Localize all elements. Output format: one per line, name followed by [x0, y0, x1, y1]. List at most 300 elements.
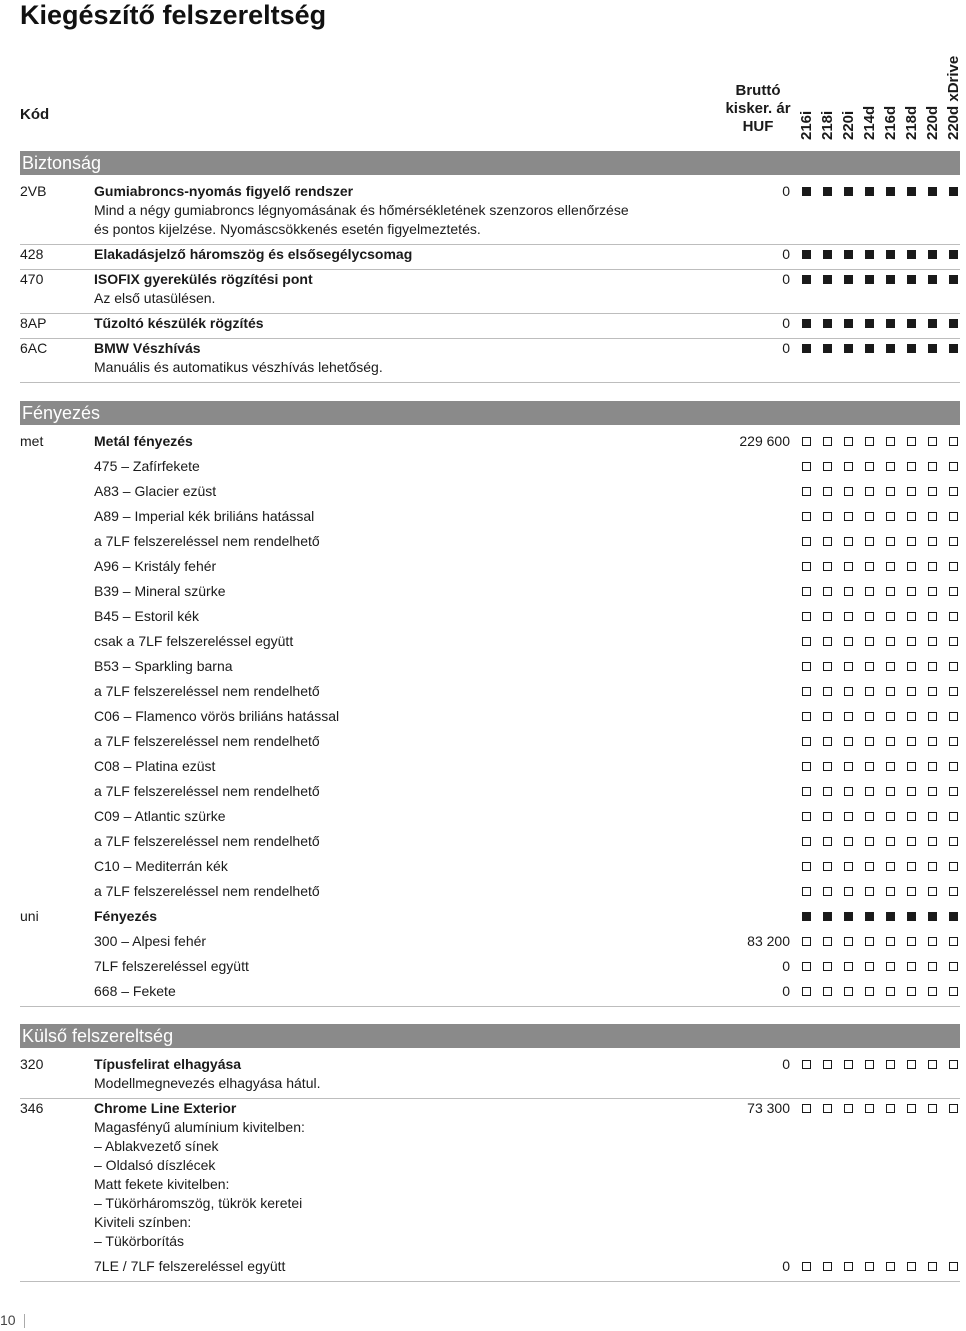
- standard-equipment-mark: [865, 187, 874, 196]
- availability-marks: [802, 937, 962, 947]
- optional-equipment-mark: [907, 812, 916, 821]
- optional-equipment-mark: [949, 737, 958, 746]
- optional-equipment-mark: [949, 487, 958, 496]
- optional-equipment-mark: [886, 512, 895, 521]
- option-code: 346: [20, 1100, 44, 1116]
- optional-equipment-mark: [802, 612, 811, 621]
- standard-equipment-mark: [886, 344, 895, 353]
- optional-equipment-mark: [907, 887, 916, 896]
- option-description: [94, 339, 694, 377]
- table-row: [20, 557, 960, 582]
- table-row: [20, 832, 960, 857]
- optional-equipment-mark: [844, 687, 853, 696]
- optional-equipment-mark: [802, 887, 811, 896]
- standard-equipment-mark: [907, 319, 916, 328]
- table-row: [20, 957, 960, 982]
- optional-equipment-mark: [844, 487, 853, 496]
- optional-equipment-mark: [886, 612, 895, 621]
- optional-equipment-mark: [802, 862, 811, 871]
- optional-equipment-mark: [928, 837, 937, 846]
- standard-equipment-mark: [844, 250, 853, 259]
- optional-equipment-mark: [802, 487, 811, 496]
- optional-equipment-mark: [886, 862, 895, 871]
- optional-equipment-mark: [802, 587, 811, 596]
- optional-equipment-mark: [865, 637, 874, 646]
- table-row: [20, 607, 960, 632]
- table-row: [20, 1055, 960, 1099]
- optional-equipment-mark: [949, 1104, 958, 1113]
- option-description: [94, 907, 694, 926]
- availability-marks: [802, 344, 962, 354]
- optional-equipment-mark: [823, 812, 832, 821]
- page-title: Kiegészítő felszereltség: [20, 0, 327, 30]
- availability-marks: [802, 512, 962, 522]
- optional-equipment-mark: [949, 512, 958, 521]
- option-description: [94, 182, 694, 239]
- option-detail: Manuális és automatikus vészhívás lehetőség.: [94, 359, 383, 375]
- availability-marks: [802, 687, 962, 697]
- availability-marks: [802, 737, 962, 747]
- optional-equipment-mark: [802, 937, 811, 946]
- optional-equipment-mark: [844, 712, 853, 721]
- availability-marks: [802, 1262, 962, 1272]
- option-title: Típusfelirat elhagyása: [94, 1056, 242, 1072]
- model-header-label: 214d: [861, 105, 878, 140]
- optional-equipment-mark: [844, 562, 853, 571]
- optional-equipment-mark: [907, 687, 916, 696]
- option-description: a 7LF felszereléssel nem rendelhető: [94, 533, 320, 549]
- optional-equipment-mark: [949, 612, 958, 621]
- optional-equipment-mark: [844, 637, 853, 646]
- optional-equipment-mark: [823, 562, 832, 571]
- optional-equipment-mark: [823, 1060, 832, 1069]
- option-price: 0: [782, 958, 790, 974]
- optional-equipment-mark: [928, 662, 937, 671]
- standard-equipment-mark: [844, 344, 853, 353]
- optional-equipment-mark: [844, 737, 853, 746]
- optional-equipment-mark: [907, 637, 916, 646]
- optional-equipment-mark: [844, 1060, 853, 1069]
- optional-equipment-mark: [844, 762, 853, 771]
- optional-equipment-mark: [823, 537, 832, 546]
- table-row: [20, 907, 960, 932]
- option-description: C06 – Flamenco vörös briliáns hatással: [94, 708, 340, 724]
- optional-equipment-mark: [886, 937, 895, 946]
- optional-equipment-mark: [844, 837, 853, 846]
- optional-equipment-mark: [865, 737, 874, 746]
- optional-equipment-mark: [886, 737, 895, 746]
- standard-equipment-mark: [865, 912, 874, 921]
- optional-equipment-mark: [823, 462, 832, 471]
- model-header-label: 216d: [882, 105, 899, 140]
- optional-equipment-mark: [949, 437, 958, 446]
- availability-marks: [802, 1104, 962, 1114]
- standard-equipment-mark: [823, 275, 832, 284]
- optional-equipment-mark: [907, 537, 916, 546]
- footer-divider: [24, 1314, 25, 1328]
- option-title: Metál fényezés: [94, 433, 193, 449]
- availability-marks: [802, 987, 962, 997]
- availability-marks: [802, 437, 962, 447]
- standard-equipment-mark: [949, 250, 958, 259]
- option-price: 0: [782, 271, 790, 287]
- option-code: uni: [20, 908, 39, 924]
- optional-equipment-mark: [886, 1262, 895, 1271]
- standard-equipment-mark: [802, 275, 811, 284]
- standard-equipment-mark: [928, 275, 937, 284]
- optional-equipment-mark: [865, 712, 874, 721]
- option-price: 0: [782, 983, 790, 999]
- optional-equipment-mark: [949, 862, 958, 871]
- optional-equipment-mark: [802, 737, 811, 746]
- availability-marks: [802, 319, 962, 329]
- option-detail: – Ablakvezető sínek: [94, 1138, 219, 1154]
- standard-equipment-mark: [844, 275, 853, 284]
- standard-equipment-mark: [928, 319, 937, 328]
- optional-equipment-mark: [886, 662, 895, 671]
- standard-equipment-mark: [907, 912, 916, 921]
- option-detail: Mind a négy gumiabroncs légnyomásának és hőmérsékletének szenzoros ellenőrzése: [94, 202, 629, 218]
- optional-equipment-mark: [907, 712, 916, 721]
- optional-equipment-mark: [907, 662, 916, 671]
- standard-equipment-mark: [823, 187, 832, 196]
- standard-equipment-mark: [823, 319, 832, 328]
- optional-equipment-mark: [802, 687, 811, 696]
- optional-equipment-mark: [802, 1104, 811, 1113]
- optional-equipment-mark: [907, 487, 916, 496]
- optional-equipment-mark: [844, 512, 853, 521]
- option-price: 0: [782, 1056, 790, 1072]
- optional-equipment-mark: [823, 437, 832, 446]
- optional-equipment-mark: [802, 787, 811, 796]
- optional-equipment-mark: [907, 512, 916, 521]
- optional-equipment-mark: [928, 537, 937, 546]
- availability-marks: [802, 637, 962, 647]
- option-title: Gumiabroncs-nyomás figyelő rendszer: [94, 183, 354, 199]
- option-description: 7LF felszereléssel együtt: [94, 958, 249, 974]
- optional-equipment-mark: [886, 462, 895, 471]
- optional-equipment-mark: [823, 587, 832, 596]
- option-description: A89 – Imperial kék briliáns hatással: [94, 508, 315, 524]
- option-price: 0: [782, 183, 790, 199]
- optional-equipment-mark: [823, 487, 832, 496]
- optional-equipment-mark: [949, 712, 958, 721]
- model-header-label: 220d xDrive: [945, 55, 962, 140]
- availability-marks: [802, 912, 962, 922]
- option-description: 7LE / 7LF felszereléssel együtt: [94, 1258, 286, 1274]
- optional-equipment-mark: [928, 1262, 937, 1271]
- optional-equipment-mark: [907, 437, 916, 446]
- standard-equipment-mark: [886, 250, 895, 259]
- optional-equipment-mark: [865, 462, 874, 471]
- option-description: C09 – Atlantic szürke: [94, 808, 226, 824]
- standard-equipment-mark: [949, 344, 958, 353]
- optional-equipment-mark: [907, 762, 916, 771]
- optional-equipment-mark: [844, 587, 853, 596]
- optional-equipment-mark: [844, 437, 853, 446]
- option-description: C10 – Mediterrán kék: [94, 858, 228, 874]
- model-header-label: 216i: [798, 110, 815, 140]
- standard-equipment-mark: [907, 275, 916, 284]
- standard-equipment-mark: [802, 187, 811, 196]
- optional-equipment-mark: [802, 962, 811, 971]
- page-footer: [0, 1312, 25, 1328]
- standard-equipment-mark: [865, 319, 874, 328]
- optional-equipment-mark: [928, 1104, 937, 1113]
- standard-equipment-mark: [949, 912, 958, 921]
- standard-equipment-mark: [823, 344, 832, 353]
- model-header-label: 220d: [924, 105, 941, 140]
- availability-marks: [802, 1060, 962, 1070]
- availability-marks: [802, 837, 962, 847]
- optional-equipment-mark: [844, 937, 853, 946]
- table-row: [20, 782, 960, 807]
- availability-marks: [802, 487, 962, 497]
- optional-equipment-mark: [865, 987, 874, 996]
- option-title: Chrome Line Exterior: [94, 1100, 237, 1116]
- table-row: [20, 1099, 960, 1257]
- optional-equipment-mark: [844, 537, 853, 546]
- table-row: [20, 245, 960, 270]
- optional-equipment-mark: [907, 1060, 916, 1069]
- option-detail: és pontos kijelzése. Nyomáscsökkenés esetén figyelmeztetés.: [94, 221, 481, 237]
- standard-equipment-mark: [802, 912, 811, 921]
- optional-equipment-mark: [949, 837, 958, 846]
- standard-equipment-mark: [823, 250, 832, 259]
- standard-equipment-mark: [928, 344, 937, 353]
- optional-equipment-mark: [865, 1104, 874, 1113]
- optional-equipment-mark: [886, 837, 895, 846]
- optional-equipment-mark: [886, 812, 895, 821]
- option-code: 8AP: [20, 315, 47, 331]
- optional-equipment-mark: [886, 487, 895, 496]
- optional-equipment-mark: [865, 512, 874, 521]
- option-detail: Az első utasülésen.: [94, 290, 216, 306]
- price-column-header: Bruttó kisker. ár HUF: [725, 82, 791, 135]
- option-price: 0: [782, 315, 790, 331]
- table-row: [20, 657, 960, 682]
- availability-marks: [802, 612, 962, 622]
- optional-equipment-mark: [865, 587, 874, 596]
- standard-equipment-mark: [949, 275, 958, 284]
- optional-equipment-mark: [844, 1262, 853, 1271]
- availability-marks: [802, 662, 962, 672]
- model-header-label: 220i: [840, 110, 857, 140]
- optional-equipment-mark: [928, 587, 937, 596]
- table-row: [20, 582, 960, 607]
- standard-equipment-mark: [865, 344, 874, 353]
- optional-equipment-mark: [823, 887, 832, 896]
- optional-equipment-mark: [823, 662, 832, 671]
- optional-equipment-mark: [844, 462, 853, 471]
- optional-equipment-mark: [802, 637, 811, 646]
- option-description: csak a 7LF felszereléssel együtt: [94, 633, 294, 649]
- standard-equipment-mark: [802, 250, 811, 259]
- standard-equipment-mark: [928, 912, 937, 921]
- optional-equipment-mark: [844, 787, 853, 796]
- standard-equipment-mark: [823, 912, 832, 921]
- optional-equipment-mark: [865, 787, 874, 796]
- standard-equipment-mark: [844, 187, 853, 196]
- section-header: Külső felszereltség: [20, 1024, 960, 1048]
- optional-equipment-mark: [823, 762, 832, 771]
- table-row: [20, 314, 960, 339]
- optional-equipment-mark: [865, 1060, 874, 1069]
- optional-equipment-mark: [823, 862, 832, 871]
- optional-equipment-mark: [823, 612, 832, 621]
- optional-equipment-mark: [823, 987, 832, 996]
- option-title: BMW Vészhívás: [94, 340, 201, 356]
- table-row: [20, 932, 960, 957]
- option-description: [94, 1055, 694, 1093]
- standard-equipment-mark: [907, 344, 916, 353]
- optional-equipment-mark: [928, 862, 937, 871]
- optional-equipment-mark: [949, 887, 958, 896]
- optional-equipment-mark: [928, 462, 937, 471]
- optional-equipment-mark: [865, 487, 874, 496]
- optional-equipment-mark: [949, 562, 958, 571]
- optional-equipment-mark: [844, 612, 853, 621]
- optional-equipment-mark: [886, 537, 895, 546]
- optional-equipment-mark: [928, 937, 937, 946]
- table-row: [20, 182, 960, 245]
- option-description: C08 – Platina ezüst: [94, 758, 216, 774]
- optional-equipment-mark: [802, 1060, 811, 1069]
- standard-equipment-mark: [928, 187, 937, 196]
- optional-equipment-mark: [907, 1262, 916, 1271]
- availability-marks: [802, 187, 962, 197]
- option-description: 668 – Fekete: [94, 983, 176, 999]
- availability-marks: [802, 812, 962, 822]
- optional-equipment-mark: [907, 862, 916, 871]
- optional-equipment-mark: [949, 537, 958, 546]
- optional-equipment-mark: [823, 1104, 832, 1113]
- optional-equipment-mark: [844, 887, 853, 896]
- optional-equipment-mark: [823, 937, 832, 946]
- option-detail: Matt fekete kivitelben:: [94, 1176, 230, 1192]
- optional-equipment-mark: [949, 1060, 958, 1069]
- option-price: 73 300: [747, 1100, 790, 1116]
- optional-equipment-mark: [865, 612, 874, 621]
- optional-equipment-mark: [865, 887, 874, 896]
- option-price: 229 600: [739, 433, 790, 449]
- standard-equipment-mark: [802, 319, 811, 328]
- optional-equipment-mark: [802, 762, 811, 771]
- optional-equipment-mark: [865, 562, 874, 571]
- table-row: [20, 339, 960, 383]
- optional-equipment-mark: [928, 637, 937, 646]
- option-code: 320: [20, 1056, 44, 1072]
- optional-equipment-mark: [802, 662, 811, 671]
- optional-equipment-mark: [886, 587, 895, 596]
- optional-equipment-mark: [928, 712, 937, 721]
- table-row: [20, 807, 960, 832]
- option-description: [94, 432, 694, 451]
- table-row: [20, 682, 960, 707]
- availability-marks: [802, 887, 962, 897]
- option-description: [94, 270, 694, 308]
- optional-equipment-mark: [865, 662, 874, 671]
- option-detail: – Oldalsó díszlécek: [94, 1157, 216, 1173]
- table-row: [20, 532, 960, 557]
- optional-equipment-mark: [823, 737, 832, 746]
- optional-equipment-mark: [865, 837, 874, 846]
- optional-equipment-mark: [949, 762, 958, 771]
- option-detail: Magasfényű alumínium kivitelben:: [94, 1119, 305, 1135]
- optional-equipment-mark: [907, 937, 916, 946]
- availability-marks: [802, 762, 962, 772]
- optional-equipment-mark: [823, 1262, 832, 1271]
- option-price: 0: [782, 1258, 790, 1274]
- option-code: met: [20, 433, 44, 449]
- table-row: [20, 982, 960, 1007]
- option-description: a 7LF felszereléssel nem rendelhető: [94, 683, 320, 699]
- optional-equipment-mark: [886, 1060, 895, 1069]
- optional-equipment-mark: [949, 962, 958, 971]
- code-column-header: Kód: [20, 106, 50, 123]
- optional-equipment-mark: [823, 787, 832, 796]
- availability-marks: [802, 537, 962, 547]
- availability-marks: [802, 462, 962, 472]
- optional-equipment-mark: [928, 437, 937, 446]
- standard-equipment-mark: [949, 187, 958, 196]
- optional-equipment-mark: [949, 812, 958, 821]
- standard-equipment-mark: [949, 319, 958, 328]
- model-header-label: 218i: [819, 110, 836, 140]
- option-price: 0: [782, 340, 790, 356]
- option-code: 428: [20, 246, 44, 262]
- option-description: A96 – Kristály fehér: [94, 558, 217, 574]
- optional-equipment-mark: [802, 987, 811, 996]
- optional-equipment-mark: [823, 962, 832, 971]
- optional-equipment-mark: [928, 1060, 937, 1069]
- optional-equipment-mark: [802, 1262, 811, 1271]
- optional-equipment-mark: [949, 662, 958, 671]
- optional-equipment-mark: [949, 787, 958, 796]
- optional-equipment-mark: [865, 937, 874, 946]
- optional-equipment-mark: [844, 862, 853, 871]
- option-description: [94, 1099, 694, 1251]
- standard-equipment-mark: [886, 187, 895, 196]
- option-description: a 7LF felszereléssel nem rendelhető: [94, 833, 320, 849]
- optional-equipment-mark: [949, 1262, 958, 1271]
- optional-equipment-mark: [928, 812, 937, 821]
- availability-marks: [802, 275, 962, 285]
- table-row: [20, 482, 960, 507]
- optional-equipment-mark: [886, 712, 895, 721]
- table-row: [20, 707, 960, 732]
- table-row: [20, 882, 960, 907]
- option-description: A83 – Glacier ezüst: [94, 483, 217, 499]
- optional-equipment-mark: [886, 1104, 895, 1113]
- option-description: [94, 245, 694, 264]
- standard-equipment-mark: [907, 187, 916, 196]
- standard-equipment-mark: [844, 912, 853, 921]
- table-row: [20, 507, 960, 532]
- optional-equipment-mark: [802, 562, 811, 571]
- optional-equipment-mark: [865, 1262, 874, 1271]
- option-detail: Kiviteli színben:: [94, 1214, 192, 1230]
- optional-equipment-mark: [928, 737, 937, 746]
- optional-equipment-mark: [886, 787, 895, 796]
- standard-equipment-mark: [886, 275, 895, 284]
- optional-equipment-mark: [844, 1104, 853, 1113]
- optional-equipment-mark: [886, 637, 895, 646]
- availability-marks: [802, 962, 962, 972]
- table-row: [20, 632, 960, 657]
- option-description: a 7LF felszereléssel nem rendelhető: [94, 883, 320, 899]
- optional-equipment-mark: [844, 987, 853, 996]
